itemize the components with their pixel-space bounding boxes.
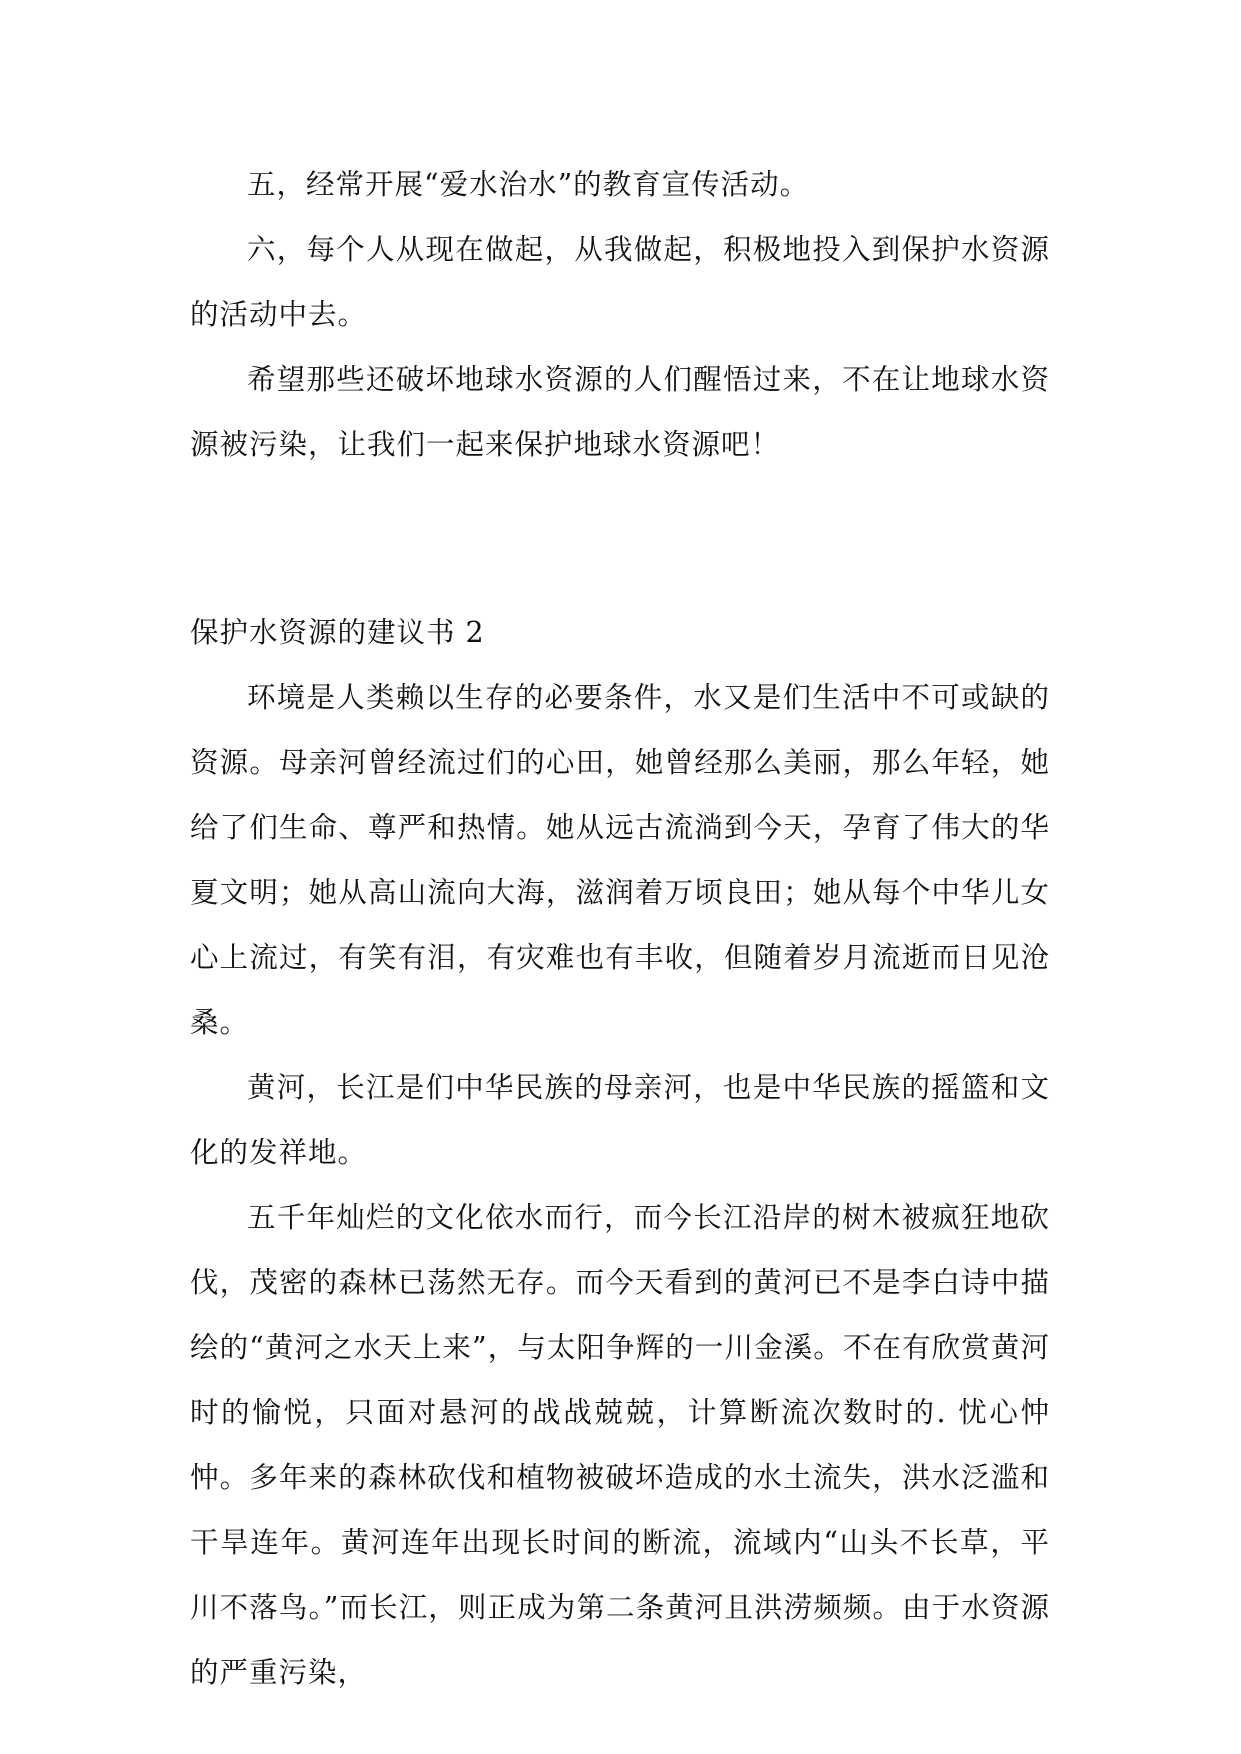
section-2 — [190, 600, 1050, 1705]
paragraph-five-thousand-years: 五千年灿烂的文化依水而行，而今长江沿岸的树木被疯狂地砍伐，茂密的森林已荡然无存。而今天看到的黄河已不是李白诗中描绘的“黄河之水天上来”，与太阳争辉的一川金溪。不在有欣赏黄河时的愉悦，只面对悬河的战战兢兢，计算断流次数时的. 忧心忡忡。多年来的森林砍伐和植物被破坏造成的水土流失，洪水泛滥和干旱连年。黄河连年出现长时间的断流，流域内“山头不长草，平川不落鸟。”而长江，则正成为第二条黄河且洪涝频频。由于水资源的严重污染， — [190, 1201, 1050, 1689]
paragraph-environment: 环境是人类赖以生存的必要条件，水又是们生活中不可或缺的资源。母亲河曾经流过们的心田，她曾经那么美丽，那么年轻，她给了们生命、尊严和热情。她从远古流淌到今天，孕育了伟大的华夏文明；她从高山流向大海，滋润着万顷良田；她从每个中华儿女心上流过，有笑有泪，有灾难也有丰收，但随着岁月流逝而日见沧桑。 — [190, 681, 1050, 1039]
section-1-continued — [190, 152, 1050, 477]
paragraph-item-six: 六，每个人从现在做起，从我做起，积极地投入到保护水资源的活动中去。 — [190, 233, 1050, 331]
section-2-title: 保护水资源的建议书 2 — [190, 616, 485, 649]
paragraph-closing: 希望那些还破坏地球水资源的人们醒悟过来，不在让地球水资源被污染，让我们一起来保护地球水资源吧！ — [190, 363, 1050, 461]
paragraph-mother-rivers: 黄河，长江是们中华民族的母亲河，也是中华民族的摇篮和文化的发祥地。 — [190, 1071, 1050, 1169]
paragraph-item-five: 五，经常开展“爱水治水”的教育宣传活动。 — [247, 168, 810, 201]
